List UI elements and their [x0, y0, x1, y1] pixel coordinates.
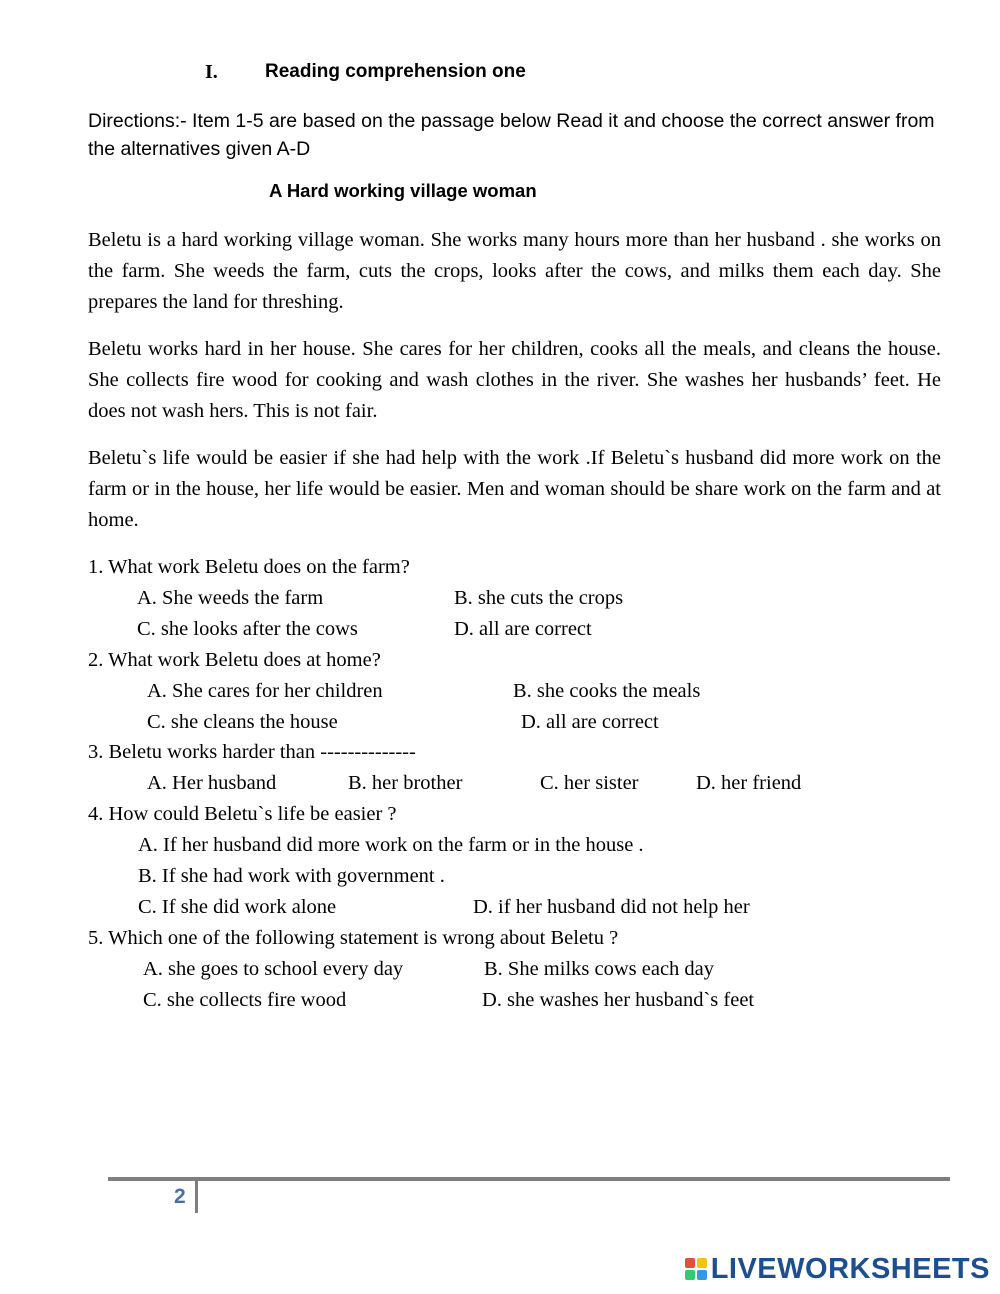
- directions-text: Directions:- Item 1-5 are based on the passage below Read it and choose the correct answer from the alternatives given A-D: [88, 110, 935, 160]
- q2-option-c[interactable]: C. she cleans the house: [147, 711, 338, 733]
- question-1: 1. What work Beletu does on the farm?: [88, 556, 410, 578]
- q5-option-a[interactable]: A. she goes to school every day: [143, 958, 404, 980]
- page-number: 2: [174, 1185, 186, 1208]
- q1-option-c[interactable]: C. she looks after the cows: [137, 618, 358, 640]
- q5-option-c[interactable]: C. she collects fire wood: [143, 989, 347, 1011]
- q5-option-d[interactable]: D. she washes her husband`s feet: [482, 989, 755, 1011]
- section-title: Reading comprehension one: [265, 61, 526, 82]
- q4-option-a[interactable]: A. If her husband did more work on the farm or in the house .: [138, 834, 644, 856]
- q5-option-b[interactable]: B. She milks cows each day: [484, 958, 715, 980]
- question-4: 4. How could Beletu`s life be easier ?: [88, 803, 397, 825]
- logo-icon: [685, 1258, 707, 1280]
- logo-square-4: [697, 1270, 707, 1280]
- logo-text: LIVEWORKSHEETS: [710, 1252, 990, 1285]
- q4-option-b[interactable]: B. If she had work with government .: [138, 865, 445, 887]
- passage-paragraph-1: Beletu is a hard working village woman. She works many hours more than her husband . she works on the farm. She weeds the farm, cuts the crops, looks after the cows, and milks them each day. She prepares the land for threshing.: [88, 229, 941, 313]
- q2-option-a[interactable]: A. She cares for her children: [147, 680, 383, 702]
- q1-option-a[interactable]: A. She weeds the farm: [137, 587, 324, 609]
- q2-option-b[interactable]: B. she cooks the meals: [513, 680, 701, 702]
- logo-square-2: [697, 1258, 707, 1268]
- liveworksheets-logo[interactable]: [685, 1253, 990, 1285]
- q4-option-c[interactable]: C. If she did work alone: [138, 896, 337, 918]
- logo-square-1: [685, 1258, 695, 1268]
- q4-option-d[interactable]: D. if her husband did not help her: [473, 896, 750, 918]
- question-5: 5. Which one of the following statement is wrong about Beletu ?: [88, 927, 619, 949]
- q1-option-d[interactable]: D. all are correct: [454, 618, 592, 640]
- q1-option-b[interactable]: B. she cuts the crops: [454, 587, 624, 609]
- section-numeral: I.: [205, 61, 218, 83]
- question-2: 2. What work Beletu does at home?: [88, 649, 381, 671]
- question-3: 3. Beletu works harder than --------------: [88, 741, 416, 763]
- q3-option-c[interactable]: C. her sister: [540, 772, 639, 794]
- footer-divider: [108, 1177, 950, 1181]
- passage-paragraph-2: Beletu works hard in her house. She cares for her children, cooks all the meals, and cleans the house. She collects fire wood for cooking and wash clothes in the river. She washes her husbands’ feet. He does not wash hers. This is not fair.: [88, 338, 941, 422]
- footer-page-separator: [195, 1181, 198, 1213]
- passage-paragraph-3: Beletu`s life would be easier if she had help with the work .If Beletu`s husband did more work on the farm or in the house, her life would be easier. Men and woman should be share work on the farm and at home.: [88, 447, 941, 531]
- q3-option-a[interactable]: A. Her husband: [147, 772, 277, 794]
- q3-option-b[interactable]: B. her brother: [348, 772, 463, 794]
- passage-title: A Hard working village woman: [269, 180, 537, 201]
- q3-option-d[interactable]: D. her friend: [696, 772, 802, 794]
- logo-square-3: [685, 1270, 695, 1280]
- q2-option-d[interactable]: D. all are correct: [521, 711, 659, 733]
